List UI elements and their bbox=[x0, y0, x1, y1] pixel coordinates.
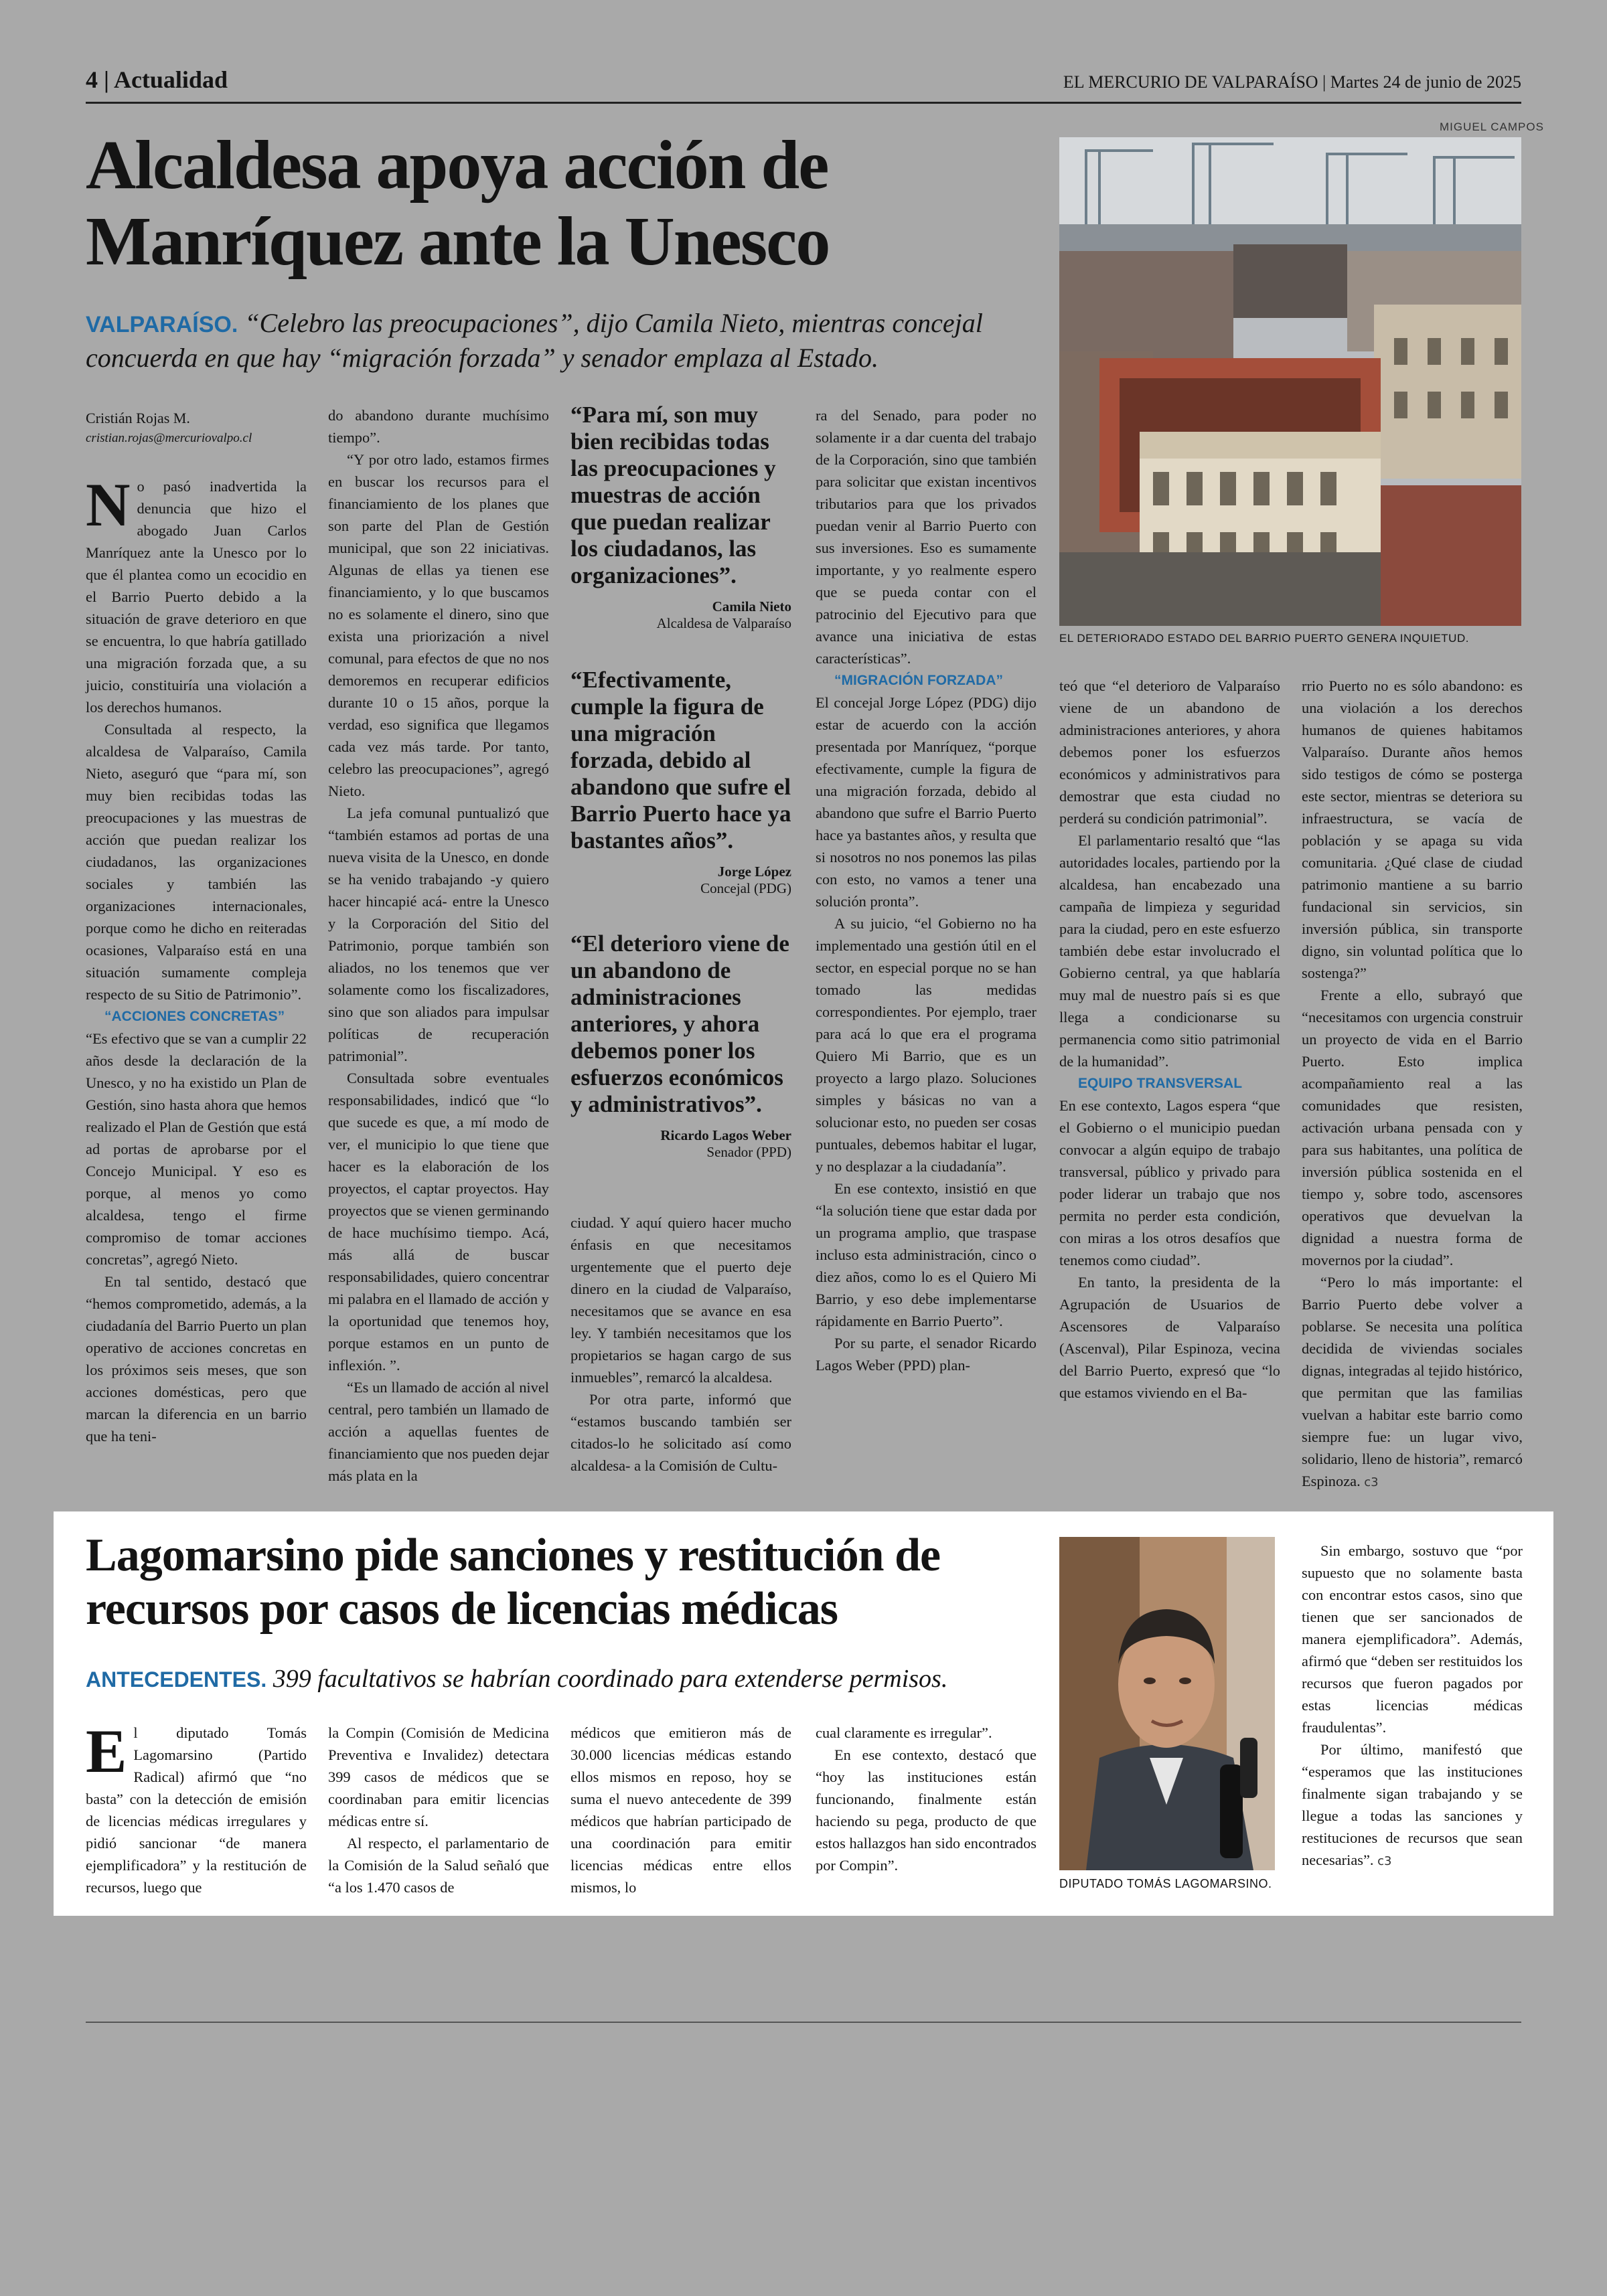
article-column-1 bbox=[86, 408, 307, 1447]
lagomarsino-photo bbox=[1059, 1537, 1275, 1870]
paragraph: Por su parte, el senador Ricardo Lagos Weber (PPD) plan- bbox=[816, 1335, 1037, 1374]
article-column-2 bbox=[328, 404, 549, 1487]
secondary-column-3 bbox=[570, 1722, 791, 1898]
paragraph: “Y por otro lado, estamos firmes en buscar los recursos para el financiamiento de los planes que son parte del Plan de Gestión municipal, que son 22 iniciativas. Algunas de ellas ya tienen ese financiamiento, y lo que buscamos no es solamente el dinero, sino que exista una priorización a nivel comunal, para efectos de que no nos demoremos en recuperar edificios durante 10 o 15 años, porque la verdad, eso significa que llegamos cada vez más tarde. Por tanto, celebro las preocupaciones”, agregó Nieto. bbox=[328, 451, 549, 799]
paragraph: ciudad. Y aquí quiero hacer mucho énfasis en que necesitamos urgentemente que el puerto deje dinero en la ciudad de Valparaíso, necesitamos que se avance en esa ley. Y también necesitamos que los propietarios se hagan cargo de sus inmuebles”, remarcó la alcaldesa. bbox=[570, 1214, 791, 1386]
pull-quote-name: Jorge López bbox=[717, 864, 791, 880]
barrio-puerto-photo bbox=[1059, 137, 1521, 626]
paragraph: Por otra parte, informó que “estamos buscando también ser citados-lo he solicitado así como alcaldesa- a la Comisión de Cultu- bbox=[570, 1391, 791, 1474]
byline-name: Cristián Rojas M. bbox=[86, 410, 190, 426]
pull-quote-name: Camila Nieto bbox=[712, 598, 791, 614]
photo-credit: MIGUEL CAMPOS bbox=[1440, 120, 1544, 133]
subhead-kicker: VALPARAÍSO. bbox=[86, 312, 238, 337]
publication-date: EL MERCURIO DE VALPARAÍSO | Martes 24 de junio de 2025 bbox=[1063, 72, 1521, 92]
paragraph: Consultada al respecto, la alcaldesa de Valparaíso, Camila Nieto, aseguró que “para mí, son muy bien recibidas todas las preocupaciones y las muestras de acción que puedan realizar los ciudadanos, las organizaciones sociales y también las organizaciones internacionales, porque como he dicho en reiteradas ocasiones, Valparaíso está en una situación sumamente compleja respecto de su Sitio de Patrimonio”. bbox=[86, 721, 307, 1003]
drop-cap: E bbox=[86, 1717, 127, 1785]
section-heading: EQUIPO TRANSVERSAL bbox=[1078, 1076, 1243, 1091]
pull-quote-role: Senador (PPD) bbox=[706, 1144, 791, 1160]
page-section-label: 4 | Actualidad bbox=[86, 66, 228, 93]
pull-quote-text: “El deterioro viene de un abandono de administraciones anteriores, y ahora debemos poner los esfuerzos económicos y administrativos”. bbox=[570, 930, 789, 1117]
paragraph: Consultada sobre eventuales responsabilidades, indicó que “lo que sucede es que, a mí modo de ver, el municipio lo que tiene que hacer es la elaboración de los proyectos, el captar proyectos. Hay proyectos que se vienen germinando de hace muchísimo tiempo. Acá, más allá de buscar responsabilidades, quiero concentrar mi palabra en el llamado de acción y la oportunidad que tenemos hoy, porque estamos en un punto de inflexión. ”. bbox=[328, 1070, 549, 1374]
paragraph: En ese contexto, Lagos espera “que el Gobierno o el municipio puedan convocar a algún equipo de trabajo transversal, público y privado para poder liderar un trabajo que nos permita no perder esta condición, con miras a los otros desafíos que tenemos como ciudad”. bbox=[1059, 1097, 1280, 1268]
paragraph: “Es un llamado de acción al nivel central, pero también un llamado de acción a aquellas fuentes de financiamiento que nos pueden dejar más plata en la bbox=[328, 1379, 549, 1484]
section-heading: “MIGRACIÓN FORZADA” bbox=[834, 673, 1003, 688]
paragraph-text: “Pero lo más importante: el Barrio Puerto debe volver a poblarse. Se necesita una política decidida de viviendas sociales dignas, integradas al tejido histórico, que permitan que las familias vuelvan a habitar este barrio como siempre fue: un lugar vivo, solidario, lleno de historia”, remarcó Espinoza. bbox=[1302, 1274, 1523, 1489]
paragraph: cual claramente es irregular”. bbox=[816, 1724, 992, 1741]
paragraph: do abandono durante muchísimo tiempo”. bbox=[328, 407, 549, 446]
secondary-column-2 bbox=[328, 1722, 549, 1898]
paragraph: En ese contexto, insistió en que “la solución tiene que estar dada por un programa amplio, que traspase incluso esta administración, cinco o diez años, como lo es el Quiero Mi Barrio, y eso debe implementarse rápidamente en Barrio Puerto”. bbox=[816, 1180, 1037, 1329]
article-title: Alcaldesa apoya acción de Manríquez ante la Unesco bbox=[86, 127, 830, 280]
paragraph: teó que “el deterioro de Valparaíso viene de un abandono de administraciones anteriores, y ahora debemos poner los esfuerzos económicos y administrativos para demostrar que esta ciudad no perderá su condición patrimonial”. bbox=[1059, 677, 1280, 827]
subhead-text: “Celebro las preocupaciones”, dijo Camila Nieto, mientras concejal concuerda en que hay “migración forzada” y senador emplaza al Estado. bbox=[86, 308, 983, 373]
city-photo-illustration bbox=[1059, 137, 1521, 626]
paragraph bbox=[1302, 1271, 1523, 1493]
article-column-3 bbox=[570, 1212, 791, 1477]
paragraph-text: l diputado Tomás Lagomarsino (Partido Radical) afirmó que “no basta” con la detección de emisión de licencias médicas irregulares y pidió sancionar “de manera ejemplificadora” y la restitución de recursos, luego que bbox=[86, 1724, 307, 1896]
subhead-text: 399 facultativos se habrían coordinado para extenderse permisos. bbox=[266, 1665, 948, 1693]
pull-quote-nieto bbox=[570, 402, 791, 632]
paragraph bbox=[86, 1717, 307, 1898]
pull-quote-name: Ricardo Lagos Weber bbox=[660, 1127, 791, 1143]
header-divider bbox=[86, 102, 1521, 104]
paragraph: El concejal Jorge López (PDG) dijo estar de acuerdo con la acción presentada por Manríquez, “porque efectivamente, cumple la figura de una migración forzada, debido al abandono que sufre el Barrio Puerto hace ya bastantes años, y resulta que si nosotros no nos ponemos las pilas con esto, no vamos a tener una solución pronta”. bbox=[816, 694, 1037, 910]
paragraph: Frente a ello, subrayó que “necesitamos con urgencia construir un proyecto de vida en el Barrio Puerto. Esto implica acompañamiento real a las comunidades que resisten, activación urbana pensada con y para sus habitantes, una política de inversión pública sostenida en el tiempo y, sobre todo, ascensores operativos que devuelvan la dignidad a nuestra forma de movernos por la ciudad”. bbox=[1302, 987, 1523, 1268]
photo-caption: EL DETERIORADO ESTADO DEL BARRIO PUERTO GENERA INQUIETUD. bbox=[1059, 632, 1469, 645]
secondary-column-1 bbox=[86, 1717, 307, 1898]
paragraph: En tanto, la presidenta de la Agrupación de Usuarios de Ascensores de Valparaíso (Ascenval), Pilar Espinoza, vecina del Barrio Puerto, expresó que “lo que estamos viviendo en el Ba- bbox=[1059, 1274, 1280, 1401]
drop-cap: N bbox=[86, 471, 131, 539]
paragraph: Al respecto, el parlamentario de la Comisión de la Salud señaló que “a los 1.470 casos de bbox=[328, 1835, 549, 1896]
paragraph bbox=[86, 471, 307, 718]
pull-quote-lopez bbox=[570, 667, 791, 897]
paragraph: A su juicio, “el Gobierno no ha implementado una gestión útil en el sector, en especial porque no se han tomado las medidas correspondientes. Por ejemplo, traer para acá lo que era el programa Quiero Mi Barrio, que es un proyecto a largo plazo. Soluciones simples y básicas no van a solucionar esto, no pueden ser cosas puntuales, debemos habitar el lugar, y no desplazar a la ciudadanía”. bbox=[816, 915, 1037, 1175]
paragraph: la Compin (Comisión de Medicina Preventiva e Invalidez) detectara 399 casos de médicos que se coordinaban para emitir licencias médicas entre sí. bbox=[328, 1724, 549, 1829]
end-mark: c3 bbox=[1364, 1475, 1379, 1489]
end-mark: c3 bbox=[1377, 1854, 1392, 1868]
pull-quote-text: “Para mí, son muy bien recibidas todas las preocupaciones y muestras de acción que puedan realizar los ciudadanos, las organizaciones”. bbox=[570, 402, 776, 588]
article-column-5 bbox=[1059, 675, 1280, 1404]
paragraph: médicos que emitieron más de 30.000 licencias médicas estando ellos mismos en reposo, hoy se suma el nuevo antecedente de 399 médicos que habrían participado de una coordinación para emitir licencias médicas entre ellos mismos, lo bbox=[570, 1724, 791, 1896]
paragraph: rrio Puerto no es sólo abandono: es una violación a los derechos humanos de quienes habitamos Valparaíso. Durante años hemos sido testigos de cómo se posterga este sector, mientras se deteriora su infraestructura, se vacía de población y se apaga su vida comunitaria. ¿Qué clase de ciudad patrimonio mantiene a su barrio fundacional sin servicios, sin inversión pública, sin transporte digno, sin voluntad política que lo sostenga?” bbox=[1302, 677, 1523, 981]
paragraph: La jefa comunal puntualizó que “también estamos ad portas de una nueva visita de la Unesco, en donde se ha venido trabajando -y quiero hacer hincapié acá- entre la Unesco y la Corporación del Sitio del Patrimonio, porque también son aliados, no los tenemos que ver solamente como los fiscalizadores, sino que son aliados para impulsar políticas de recuperación patrimonial”. bbox=[328, 805, 549, 1064]
paragraph: En ese contexto, destacó que “hoy las instituciones están funcionando, finalmente están haciendo su pega, producto de que estos hallazgos han sido encontrados por Compin”. bbox=[816, 1746, 1037, 1874]
paragraph: Sin embargo, sostuvo que “por supuesto que no solamente basta con encontrar estos casos, sino que tienen que ser sancionados de manera ejemplificadora”. Además, afirmó que “deben ser restituidos los recursos que fueron pagados por estas licencias médicas fraudulentas”. bbox=[1302, 1542, 1523, 1736]
paragraph-text: o pasó inadvertida la denuncia que hizo el abogado Juan Carlos Manríquez ante la Unesco por lo que él plantea como un ecocidio en el Barrio Puerto debido a la situación de grave deterioro en que se encuentra, lo que habría gatillado una migración forzada que, a su juicio, constituiría una violación a los derechos humanos. bbox=[86, 478, 307, 716]
paragraph-text: Por último, manifestó que “esperamos que las instituciones finalmente sigan trabajando y se llegue a todas las sanciones y restituciones de recursos que sean necesarias”. bbox=[1302, 1741, 1523, 1868]
byline bbox=[86, 408, 307, 448]
pull-quote-text: “Efectivamente, cumple la figura de una migración forzada, debido al abandono que sufre el Barrio Puerto hace ya bastantes años”. bbox=[570, 667, 791, 853]
article-column-6 bbox=[1302, 675, 1523, 1493]
subhead-kicker: ANTECEDENTES. bbox=[86, 1667, 267, 1692]
pull-quote-role: Alcaldesa de Valparaíso bbox=[656, 615, 791, 631]
secondary-column-6 bbox=[1302, 1540, 1523, 1872]
article-column-4 bbox=[816, 404, 1037, 1376]
paragraph: En tal sentido, destacó que “hemos comprometido, además, a la ciudadanía del Barrio Puerto un plan operativo de acciones concretas en los próximos seis meses, que son acciones domésticas, pero que marcan la diferencia en un barrio que ha teni- bbox=[86, 1273, 307, 1445]
secondary-article-subhead bbox=[86, 1664, 1037, 1694]
byline-email: cristian.rojas@mercuriovalpo.cl bbox=[86, 431, 252, 445]
section-heading: “ACCIONES CONCRETAS” bbox=[104, 1009, 285, 1024]
pull-quote-role: Concejal (PDG) bbox=[700, 880, 791, 896]
page-bottom-divider bbox=[86, 2022, 1521, 2023]
paragraph bbox=[1302, 1738, 1523, 1872]
paragraph: “Es efectivo que se van a cumplir 22 años desde la declaración de la Unesco, y no ha existido un Plan de Gestión, sino hasta ahora que hemos realizado el Plan de Gestión que está ad portas de aprobarse por el Concejo Municipal. Y eso es porque, al menos yo como alcaldesa, tengo el firme compromiso de tomar acciones concretas”, agregó Nieto. bbox=[86, 1030, 307, 1268]
article-subhead bbox=[86, 307, 1037, 375]
secondary-article-title: Lagomarsino pide sanciones y restitución de recursos por casos de licencias médicas bbox=[86, 1530, 941, 1635]
paragraph: ra del Senado, para poder no solamente ir a dar cuenta del trabajo de la Corporación, sino que también para solicitar que existan incentivos tributarios para que los privados puedan venir al Barrio Puerto con sus inversiones. Eso es sumamente importante, y yo realmente espero que se pueda contar con el patrocinio del Ejecutivo para que avance una iniciativa de estas características”. bbox=[816, 407, 1037, 667]
portrait-illustration bbox=[1059, 1537, 1275, 1870]
secondary-column-4 bbox=[816, 1722, 1037, 1876]
photo-caption: DIPUTADO TOMÁS LAGOMARSINO. bbox=[1059, 1877, 1272, 1890]
pull-quote-lagos bbox=[570, 930, 791, 1161]
paragraph: El parlamentario resaltó que “las autoridades locales, partiendo por la alcaldesa, han encabezado una campaña de limpieza y seguridad para la ciudad, pero en este esfuerzo también debe estar involucrado el Gobierno central, ya que hablaría muy mal de nuestro país si es que llega a condicionarse su permanencia como sitio patrimonial de la humanidad”. bbox=[1059, 832, 1280, 1070]
